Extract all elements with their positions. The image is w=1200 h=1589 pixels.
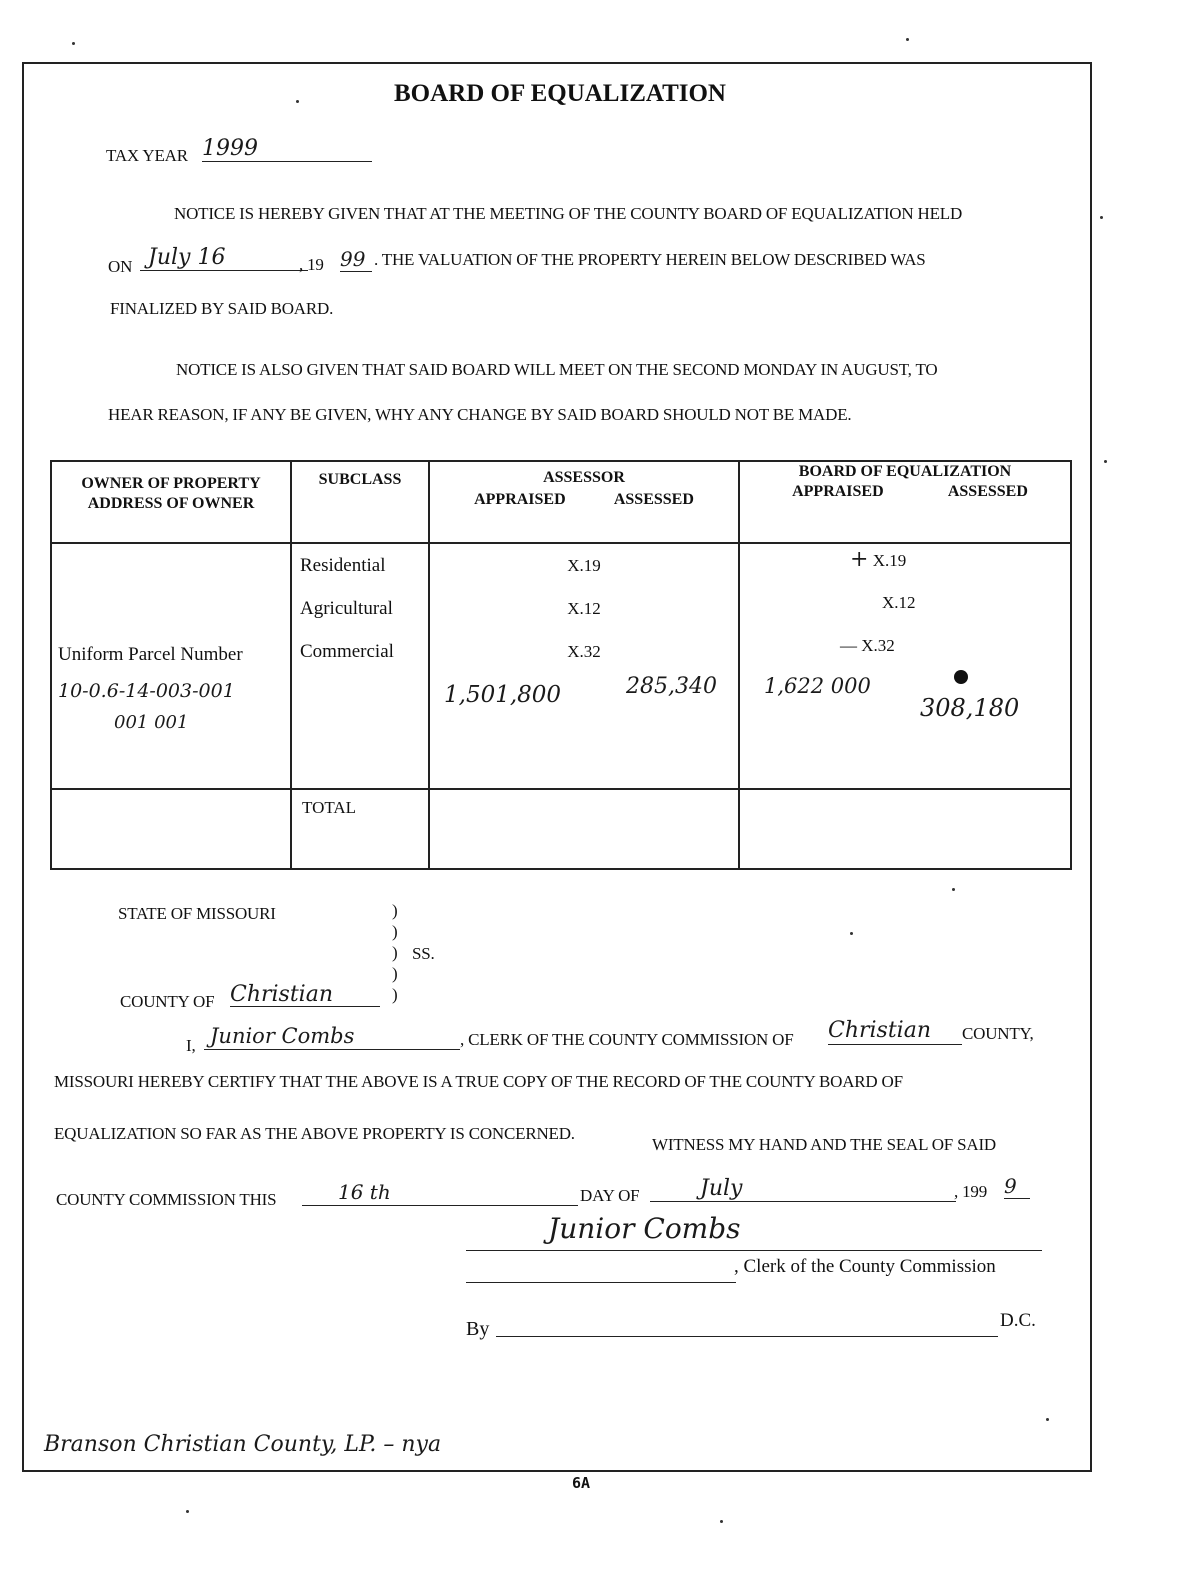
upn-line-2: 001 001: [114, 712, 189, 733]
commission-this: COUNTY COMMISSION THIS: [56, 1190, 277, 1209]
scan-speck: [850, 932, 853, 935]
clerk-name: Junior Combs: [204, 1024, 460, 1050]
meeting-year-prefix: , 19: [299, 255, 324, 274]
county-label: COUNTY OF: [120, 992, 215, 1011]
notice-line-2: . THE VALUATION OF THE PROPERTY HEREIN BELOW DESCRIBED WAS: [374, 250, 926, 269]
board-cell: [739, 543, 1071, 789]
sign-year-prefix: , 199: [954, 1182, 988, 1201]
signature-line-lower: [466, 1282, 736, 1283]
subclass-agricultural: Agricultural: [300, 598, 393, 619]
board-rate-residential-value: X.19: [872, 551, 907, 570]
ink-blot: [954, 670, 968, 684]
minus-mark: —: [840, 636, 857, 655]
handwritten-footer-note: Branson Christian County, LP. – nya: [44, 1432, 442, 1457]
total-board-cell: [739, 789, 1071, 869]
state-label: STATE OF MISSOURI: [118, 904, 276, 923]
ss-label: SS.: [412, 944, 435, 963]
subclass-residential: Residential: [300, 555, 386, 576]
scan-speck: [296, 100, 299, 103]
board-header-label: BOARD OF EQUALIZATION: [798, 463, 1012, 480]
table-header-row: [51, 461, 1071, 543]
notice-on-label: ON: [108, 257, 133, 276]
plus-mark: +: [850, 547, 869, 572]
board-appraised-value: 1,622 000: [764, 674, 871, 698]
subclass-commercial: Commercial: [300, 641, 394, 662]
meeting-year: 99: [340, 247, 372, 272]
subclass-header: [291, 461, 429, 543]
clerk-text: , CLERK OF THE COUNTY COMMISSION OF: [460, 1030, 794, 1049]
notice-line-3: FINALIZED BY SAID BOARD.: [110, 299, 334, 318]
scan-speck: [1104, 460, 1107, 463]
notice-line-1: NOTICE IS HEREBY GIVEN THAT AT THE MEETING OF THE COUNTY BOARD OF EQUALIZATION HELD: [174, 204, 963, 223]
board-rate-commercial: [840, 624, 1020, 667]
clerk-title: , Clerk of the County Commission: [734, 1256, 996, 1277]
clerk-signature: Junior Combs: [548, 1212, 741, 1245]
county-value: Christian: [230, 982, 380, 1007]
assessor-assessed-value: 285,340: [626, 674, 717, 699]
venue-brackets: ) ) ) ) ): [392, 901, 398, 1004]
valuation-table: [50, 460, 1072, 870]
notice2-line-2: HEAR REASON, IF ANY BE GIVEN, WHY ANY CHANGE BY SAID BOARD SHOULD NOT BE MADE.: [108, 405, 852, 424]
commission-county: Christian: [828, 1018, 962, 1045]
board-assessed-value: 308,180: [920, 694, 1020, 722]
scan-speck: [1100, 216, 1103, 219]
by-line: [496, 1336, 998, 1337]
table-row: [51, 543, 1071, 789]
month-value: July: [650, 1176, 956, 1202]
scan-speck: [720, 1520, 723, 1523]
tax-year-value: 1999: [202, 136, 372, 162]
scan-speck: [952, 888, 955, 891]
notice2-line-1: NOTICE IS ALSO GIVEN THAT SAID BOARD WILL MEET ON THE SECOND MONDAY IN AUGUST, TO: [176, 360, 938, 379]
day-value: 16 th: [302, 1180, 578, 1206]
assessor-appraised-value: 1,501,800: [444, 682, 562, 708]
page-number: 6A: [572, 1474, 591, 1492]
day-of-label: DAY OF: [580, 1186, 640, 1205]
subclass-header-label: SUBCLASS: [318, 471, 402, 488]
owner-header-line1: OWNER OF PROPERTY: [81, 475, 261, 492]
board-rate-agricultural: X.12: [882, 593, 916, 612]
assessor-assessed-header: ASSESSED: [613, 491, 694, 508]
form-title: BOARD OF EQUALIZATION: [394, 80, 726, 107]
owner-cell: [51, 543, 291, 789]
board-rate-residential: [850, 538, 1010, 582]
assessor-rate-residential: X.19: [567, 556, 601, 575]
assessor-rate-commercial: X.32: [567, 642, 601, 661]
by-label: By: [466, 1318, 490, 1340]
total-row: [51, 789, 1071, 869]
assessor-header: [429, 461, 739, 543]
certify-line-2: EQUALIZATION SO FAR AS THE ABOVE PROPERTY IS CONCERNED.: [54, 1124, 575, 1143]
meeting-date: July 16: [140, 245, 308, 271]
county-suffix: COUNTY,: [962, 1024, 1034, 1043]
i-label: I,: [186, 1036, 196, 1055]
tax-year-label: TAX YEAR: [106, 146, 188, 165]
subclass-cell: [291, 543, 429, 789]
assessor-header-label: ASSESSOR: [543, 469, 625, 486]
signature-line-upper: [466, 1250, 1042, 1251]
board-rate-commercial-value: X.32: [861, 636, 895, 655]
upn-line-1: 10-0.6-14-003-001: [58, 680, 235, 702]
total-label: TOTAL: [291, 789, 429, 869]
certify-line-1: MISSOURI HEREBY CERTIFY THAT THE ABOVE IS A TRUE COPY OF THE RECORD OF THE COUNTY BOARD OF: [54, 1072, 903, 1091]
total-assessor-cell: [429, 789, 739, 869]
owner-header-line2: ADDRESS OF OWNER: [87, 495, 255, 512]
board-appraised-header: APPRAISED: [792, 483, 884, 500]
upn-label: Uniform Parcel Number: [58, 644, 243, 665]
dc-label: D.C.: [1000, 1310, 1036, 1331]
owner-header: [51, 461, 291, 543]
scan-speck: [72, 42, 75, 45]
sign-year: 9: [1004, 1174, 1030, 1199]
scan-speck: [186, 1510, 189, 1513]
total-owner-cell: [51, 789, 291, 869]
witness-text: WITNESS MY HAND AND THE SEAL OF SAID: [652, 1135, 996, 1154]
scan-speck: [1046, 1418, 1049, 1421]
scan-speck: [906, 38, 909, 41]
assessor-rate-agricultural: X.12: [567, 599, 601, 618]
assessor-appraised-header: APPRAISED: [474, 491, 566, 508]
board-header: [739, 461, 1071, 543]
board-assessed-header: ASSESSED: [947, 483, 1028, 500]
assessor-cell: [429, 543, 739, 789]
